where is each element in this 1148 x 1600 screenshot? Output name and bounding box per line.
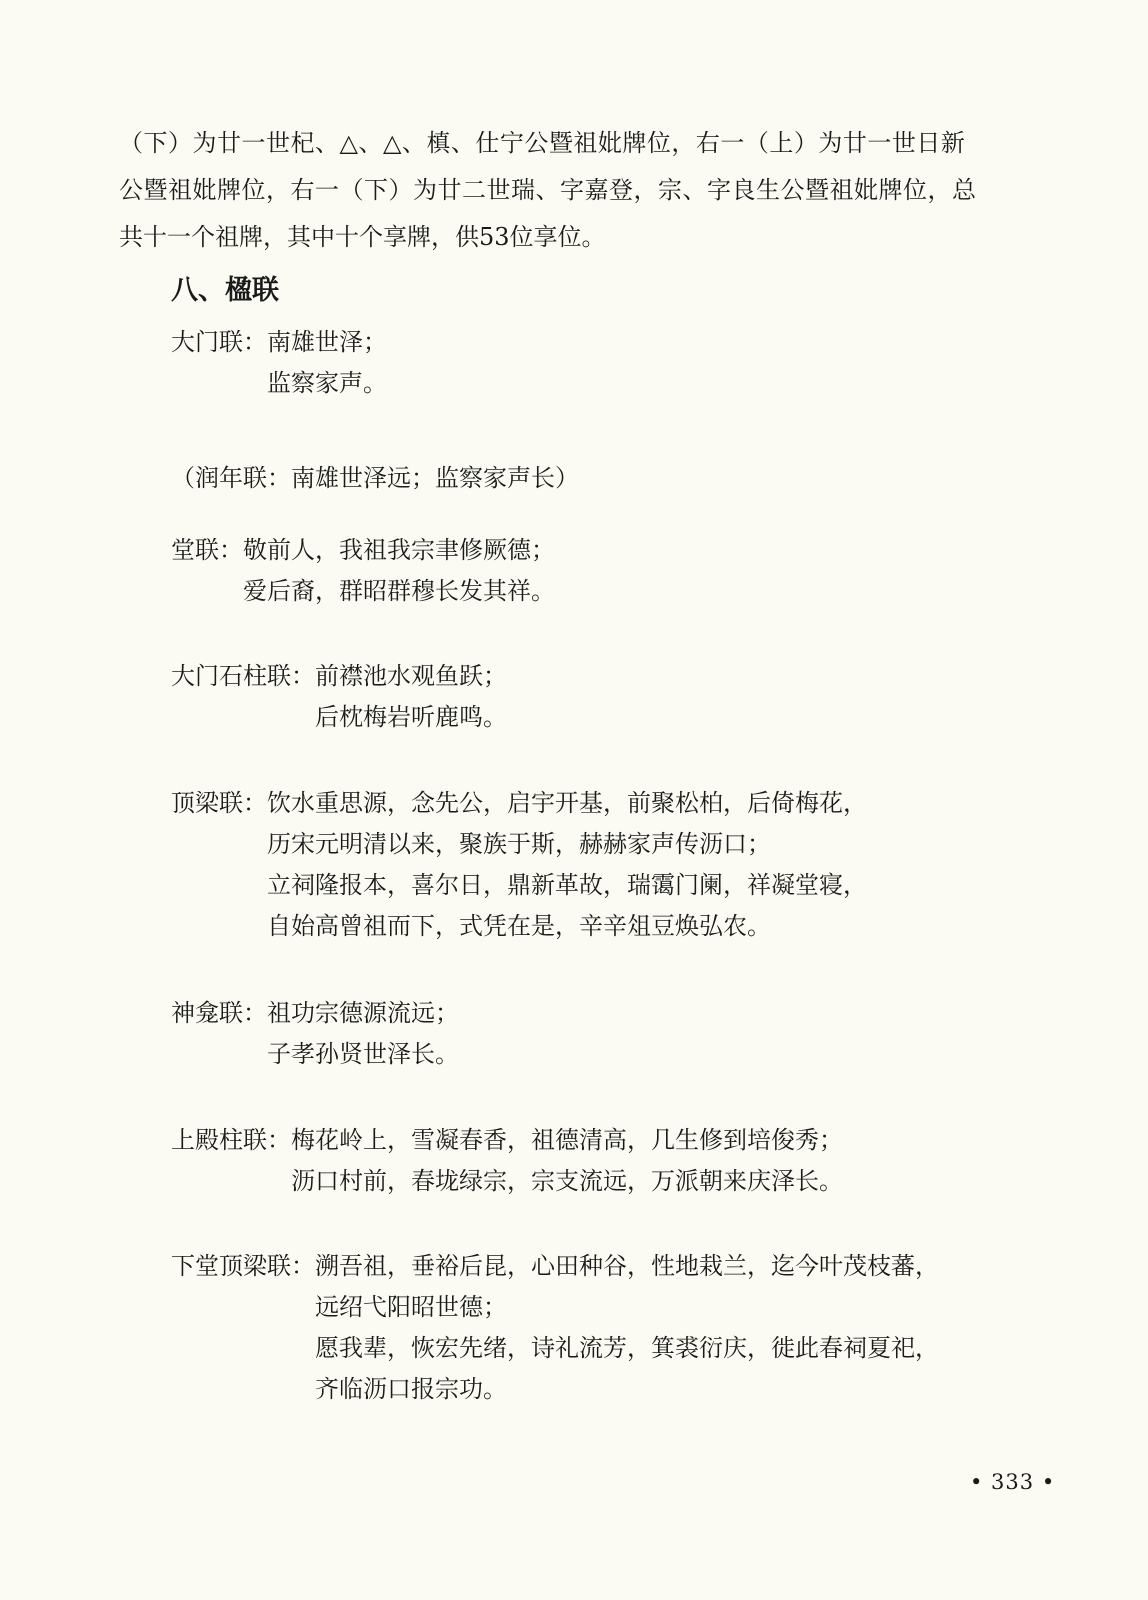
page-number: • 333 • <box>970 1470 1056 1494</box>
couplet-label: 下堂顶梁联： <box>171 1252 315 1280</box>
leap-year-note: （润年联：南雄世泽远；监察家声长） <box>171 464 579 492</box>
intro-line: 公暨祖妣牌位，右一（下）为廿二世瑞、字嘉登，宗、字良生公暨祖妣牌位，总 <box>119 176 977 204</box>
intro-line: （下）为廿一世杞、△、△、槙、仕宁公暨祖妣牌位，右一（上）为廿一世日新 <box>119 129 966 157</box>
couplet-shizhu <box>171 656 507 738</box>
couplet-dingliang <box>171 783 867 947</box>
couplet-label: 顶梁联： <box>171 789 267 817</box>
couplet-label: 大门联： <box>171 328 267 356</box>
couplet-line: 爱后裔，群昭群穆长发其祥。 <box>243 577 555 605</box>
couplet-line: 子孝孙贤世泽长。 <box>267 1040 459 1068</box>
couplet-line: 自始高曾祖而下，式凭在是，辛辛俎豆焕弘农。 <box>267 912 771 940</box>
couplet-label: 大门石柱联： <box>171 662 315 690</box>
couplet-line: 祖功宗德源流远； <box>267 999 459 1027</box>
couplet-xiatang <box>171 1246 939 1410</box>
couplet-line: 南雄世泽； <box>267 328 387 356</box>
couplet-line: 后枕梅岩听鹿鸣。 <box>315 703 507 731</box>
couplet-shangdian <box>171 1120 843 1202</box>
couplet-label: 堂联： <box>171 536 243 564</box>
couplet-line: 敬前人，我祖我宗聿修厥德； <box>243 536 555 564</box>
couplet-line: 愿我辈，恢宏先绪，诗礼流芳，箕裘衍庆，徙此春祠夏祀， <box>315 1334 939 1362</box>
couplet-line: 梅花岭上，雪凝春香，祖德清高，几生修到培俊秀； <box>291 1126 843 1154</box>
couplet-line: 前襟池水观鱼跃； <box>315 662 507 690</box>
couplet-label: 神龛联： <box>171 999 267 1027</box>
intro-line: 共十一个祖牌，其中十个享牌，供53位享位。 <box>119 223 606 251</box>
intro-paragraph <box>119 120 1054 261</box>
section-heading: 八、楹联 <box>171 275 279 306</box>
couplet-line: 监察家声。 <box>267 369 387 397</box>
couplet-line: 历宋元明清以来，聚族于斯，赫赫家声传沥口； <box>267 830 771 858</box>
couplet-line: 立祠隆报本，喜尔日，鼎新革故，瑞霭门阑，祥凝堂寝， <box>267 871 867 899</box>
couplet-tang <box>171 530 555 612</box>
couplet-shenkan <box>171 993 459 1075</box>
couplet-line: 远绍弋阳昭世德； <box>315 1293 507 1321</box>
couplet-label: 上殿柱联： <box>171 1126 291 1154</box>
couplet-line: 溯吾祖，垂裕后昆，心田种谷，性地栽兰，迄今叶茂枝蕃， <box>315 1252 939 1280</box>
couplet-line: 齐临沥口报宗功。 <box>315 1375 507 1403</box>
couplet-damen <box>171 322 387 404</box>
couplet-line: 沥口村前，春垅绿宗，宗支流远，万派朝来庆泽长。 <box>291 1167 843 1195</box>
couplet-line: 饮水重思源，念先公，启宇开基，前聚松柏，后倚梅花， <box>267 789 867 817</box>
